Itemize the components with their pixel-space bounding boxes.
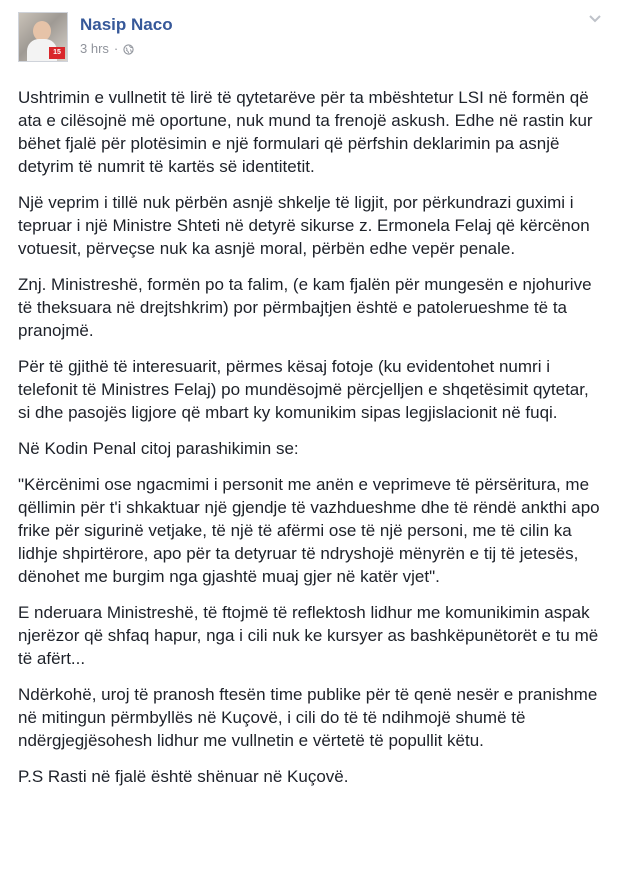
chevron-down-icon[interactable] [588, 14, 602, 24]
author-name[interactable]: Nasip Naco [80, 15, 173, 34]
post-body [18, 86, 608, 788]
post-timestamp[interactable]: 3 hrs [80, 41, 109, 56]
post-paragraph: Ndërkohë, uroj të pranosh ftesën time publike për të qenë nesër e pranishme në mitingun përmbyllës në Kuçovë, i cili do të të ndihmojë shumë të ndërgjegjësohesh lidhur me vullnetin e vërtetë të popullit këtu. [18, 685, 598, 750]
post-paragraph: Në Kodin Penal citoj parashikimin se: [18, 439, 299, 458]
separator-dot: · [113, 41, 119, 56]
post-header [18, 12, 608, 72]
post-paragraph: Një veprim i tillë nuk përbën asnjë shkelje të ligjit, por përkundrazi guximi i tepruar i një Ministre Shteti në detyrë sikurse z. Ermonela Felaj që kërcënon votuesit, përveçse nuk ka asnjë moral, përbën edhe vepër penale. [18, 193, 590, 258]
post-meta [80, 12, 173, 57]
post-paragraph-quote: "Kërcënimi ose ngacmimi i personit me anën e veprimeve të përsëritura, me qëllimin për t'i shkaktuar një gjendje të vazhdueshme dhe të rëndë ankthi apo frike për sigurinë vetjake, të një të afërmi ose të një personi, me të cilin ka lidhje shpirtërore, apo për ta detyruar të ndryshojë mënyrën e tij të jetesës, dënohet me burgim nga gjashtë muaj gjer në katër vjet". [18, 475, 600, 586]
post-paragraph: E nderuara Ministreshë, të ftojmë të reflektosh lidhur me komunikimin aspak njerëzor që shfaq hapur, nga i cili nuk ke kursyer as bashkëpunëtorët e tu më të afërt... [18, 603, 599, 668]
post-paragraph: Për të gjithë të interesuarit, përmes kësaj fotoje (ku evidentohet numri i telefonit të Ministres Felaj) po mundësojmë përcjelljen e shqetësimit qytetar, si dhe pasojës ligjore që mbart ky komunikim sipas legjislacionit në fuqi. [18, 357, 589, 422]
globe-icon[interactable] [123, 44, 134, 55]
post-paragraph: Znj. Ministreshë, formën po ta falim, (e kam fjalën për mungesën e njohurive të theksuara në drejtshkrim) por përmbajtjen është e patoleruеshme të ta pranojmë. [18, 275, 592, 340]
avatar-face [33, 21, 51, 41]
avatar[interactable] [18, 12, 68, 62]
post-paragraph-ps: P.S Rasti në fjalë është shënuar në Kuçovë. [18, 767, 349, 786]
avatar-badge: 15 [49, 47, 65, 59]
post-subline [80, 41, 173, 57]
post-paragraph: Ushtrimin e vullnetit të lirë të qytetarëve për ta mbështetur LSI në formën që ata e cilësojnë më oportune, nuk mund ta frenojë askush. Edhe në rastin kur bëhet fjalë për plotësimin e një formulari që përfshin deklarimin pa asnjë detyrim të numrit të kartës së identitetit. [18, 88, 593, 176]
